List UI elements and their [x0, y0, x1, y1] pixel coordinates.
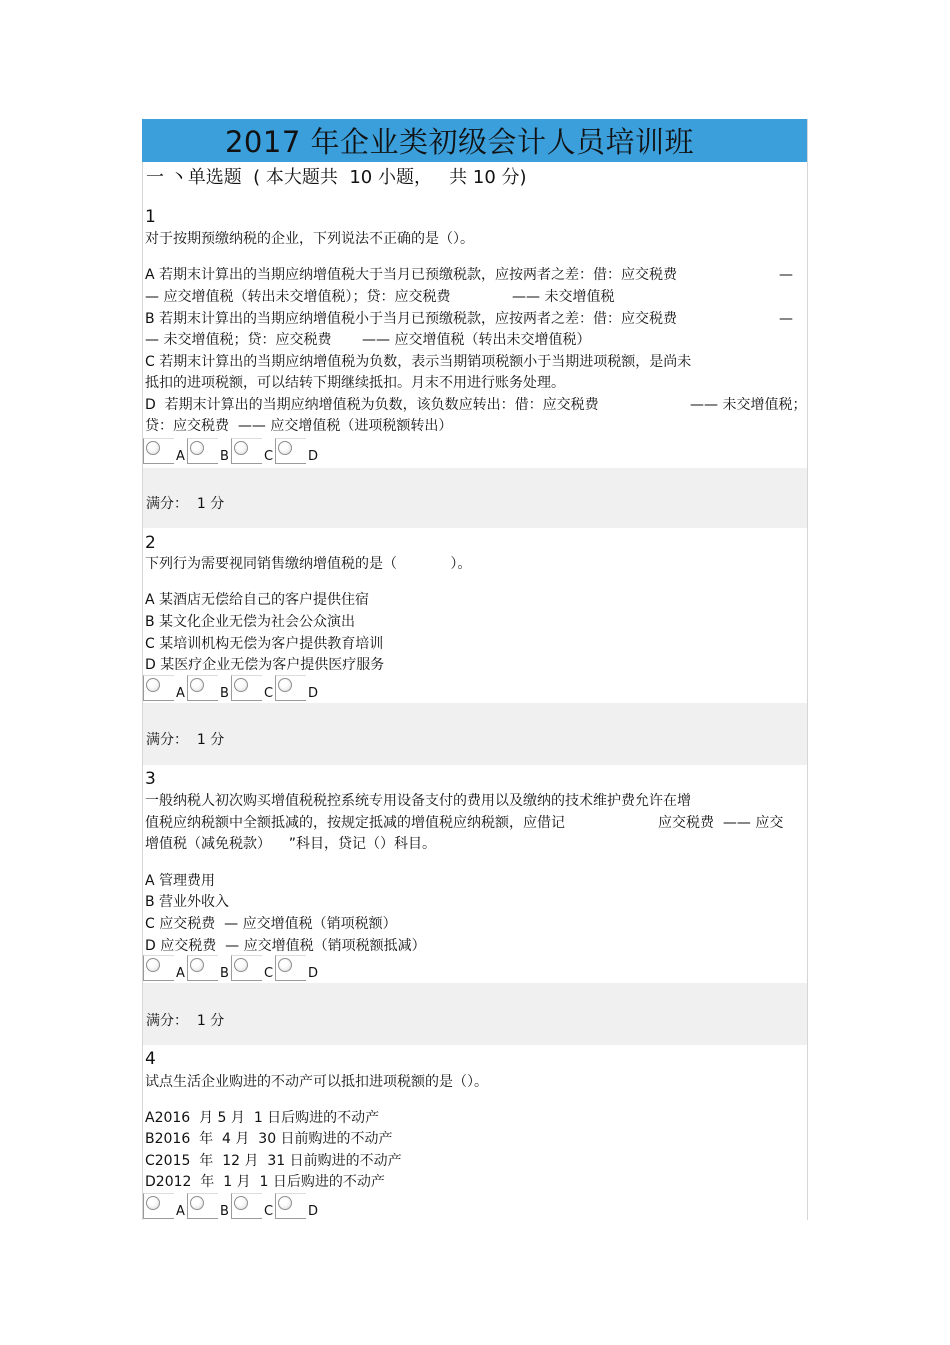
question-number: 1 [145, 207, 156, 227]
question-stem: 对于按期预缴纳税的企业，下列说法不正确的是（）。 [145, 231, 474, 247]
option-a-tail: — [779, 267, 793, 283]
radio-option-c[interactable]: C [231, 675, 262, 701]
option-d: D 某医疗企业无偿为客户提供医疗服务 [145, 657, 385, 673]
question-stem: 一般纳税人初次购买增值税税控系统专用设备支付的费用以及缴纳的技术维护费允许在增 [145, 793, 691, 809]
radio-circle-icon [146, 958, 160, 972]
option-c: C 应交税费 — 应交增值税（销项税额） [145, 916, 397, 932]
option-a-line1: A 若期末计算出的当期应纳增值税大于当月已预缴税款，应按两者之差：借：应交税费 [145, 267, 678, 283]
option-d-tail: —— 未交增值税； [690, 397, 807, 413]
radio-option-a[interactable]: A [143, 1193, 174, 1219]
score-bar [143, 468, 807, 528]
radio-option-c[interactable]: C [231, 955, 262, 981]
question-number: 3 [145, 769, 156, 789]
question-stem: 下列行为需要视同销售缴纳增值税的是（ ）。 [145, 556, 472, 572]
question-stem-line2-tail: 应交税费 —— 应交 [658, 815, 784, 831]
radio-option-c[interactable]: C [231, 1193, 262, 1219]
question-stem-line3: 增值税（减免税款） ”科目，贷记（）科目。 [145, 836, 437, 852]
question-number: 2 [145, 533, 156, 553]
option-d-line1: D 若期末计算出的当期应纳增值税为负数，该负数应转出：借：应交税费 [145, 397, 599, 413]
section-heading: 一 丶单选题 ( 本大题共 10 小题， 共 10 分) [146, 167, 527, 188]
radio-circle-icon [190, 1196, 204, 1210]
radio-circle-icon [190, 958, 204, 972]
radio-circle-icon [190, 678, 204, 692]
radio-option-a[interactable]: A [143, 675, 174, 701]
option-b-tail2: —— 应交增值税（转出未交增值税） [362, 332, 591, 348]
option-b: B 某文化企业无偿为社会公众演出 [145, 614, 356, 630]
question-stem-line2: 值税应纳税额中全额抵减的，按规定抵减的增值税应纳税额，应借记 [145, 815, 565, 831]
score-label: 满分： 1 分 [146, 496, 225, 512]
radio-circle-icon [146, 678, 160, 692]
radio-circle-icon [234, 441, 248, 455]
question-stem: 试点生活企业购进的不动产可以抵扣进项税额的是（）。 [145, 1074, 488, 1090]
radio-option-b[interactable]: B [187, 1193, 218, 1219]
radio-circle-icon [234, 958, 248, 972]
option-b-line2: — 未交增值税；贷：应交税费 [145, 332, 332, 348]
option-a: A 管理费用 [145, 873, 216, 889]
score-bar [143, 983, 807, 1045]
radio-option-b[interactable]: B [187, 438, 218, 464]
radio-circle-icon [190, 441, 204, 455]
radio-option-a[interactable]: A [143, 955, 174, 981]
radio-option-d[interactable]: D [275, 1193, 306, 1219]
option-a: A 某酒店无偿给自己的客户提供住宿 [145, 592, 370, 608]
radio-circle-icon [146, 441, 160, 455]
radio-circle-icon [234, 1196, 248, 1210]
option-c: C2015 年 12 月 31 日前购进的不动产 [145, 1153, 402, 1169]
score-label: 满分： 1 分 [146, 1013, 225, 1029]
page-title: 2017 年企业类初级会计人员培训班 [224, 125, 695, 159]
radio-option-c[interactable]: C [231, 438, 262, 464]
option-d: D 应交税费 — 应交增值税（销项税额抵减） [145, 938, 426, 954]
option-c-line1: C 若期末计算出的当期应纳增值税为负数，表示当期销项税额小于当期进项税额，是尚未 [145, 354, 692, 370]
option-a-tail2: —— 未交增值税 [512, 289, 615, 305]
radio-option-d[interactable]: D [275, 955, 306, 981]
option-c: C 某培训机构无偿为客户提供教育培训 [145, 636, 384, 652]
score-label: 满分： 1 分 [146, 732, 225, 748]
option-b-line1: B 若期末计算出的当期应纳增值税小于当月已预缴税款，应按两者之差：借：应交税费 [145, 311, 678, 327]
radio-circle-icon [278, 678, 292, 692]
score-bar [143, 703, 807, 765]
radio-circle-icon [278, 958, 292, 972]
radio-circle-icon [146, 1196, 160, 1210]
radio-option-b[interactable]: B [187, 675, 218, 701]
radio-circle-icon [278, 441, 292, 455]
option-d: D2012 年 1 月 1 日后购进的不动产 [145, 1174, 385, 1190]
radio-option-b[interactable]: B [187, 955, 218, 981]
option-b: B2016 年 4 月 30 日前购进的不动产 [145, 1131, 393, 1147]
option-c-line2: 抵扣的进项税额，可以结转下期继续抵扣。月末不用进行账务处理。 [145, 375, 565, 391]
option-a: A2016 月 5 月 1 日后购进的不动产 [145, 1110, 380, 1126]
radio-option-a[interactable]: A [143, 438, 174, 464]
option-b: B 营业外收入 [145, 894, 230, 910]
radio-option-d[interactable]: D [275, 675, 306, 701]
option-a-line2: — 应交增值税（转出未交增值税）；贷：应交税费 [145, 289, 451, 305]
question-number: 4 [145, 1049, 156, 1069]
option-b-tail: — [779, 311, 793, 327]
radio-circle-icon [234, 678, 248, 692]
title-banner [142, 119, 807, 162]
radio-circle-icon [278, 1196, 292, 1210]
option-d-line2: 贷：应交税费 —— 应交增值税（进项税额转出） [145, 418, 453, 434]
radio-option-d[interactable]: D [275, 438, 306, 464]
